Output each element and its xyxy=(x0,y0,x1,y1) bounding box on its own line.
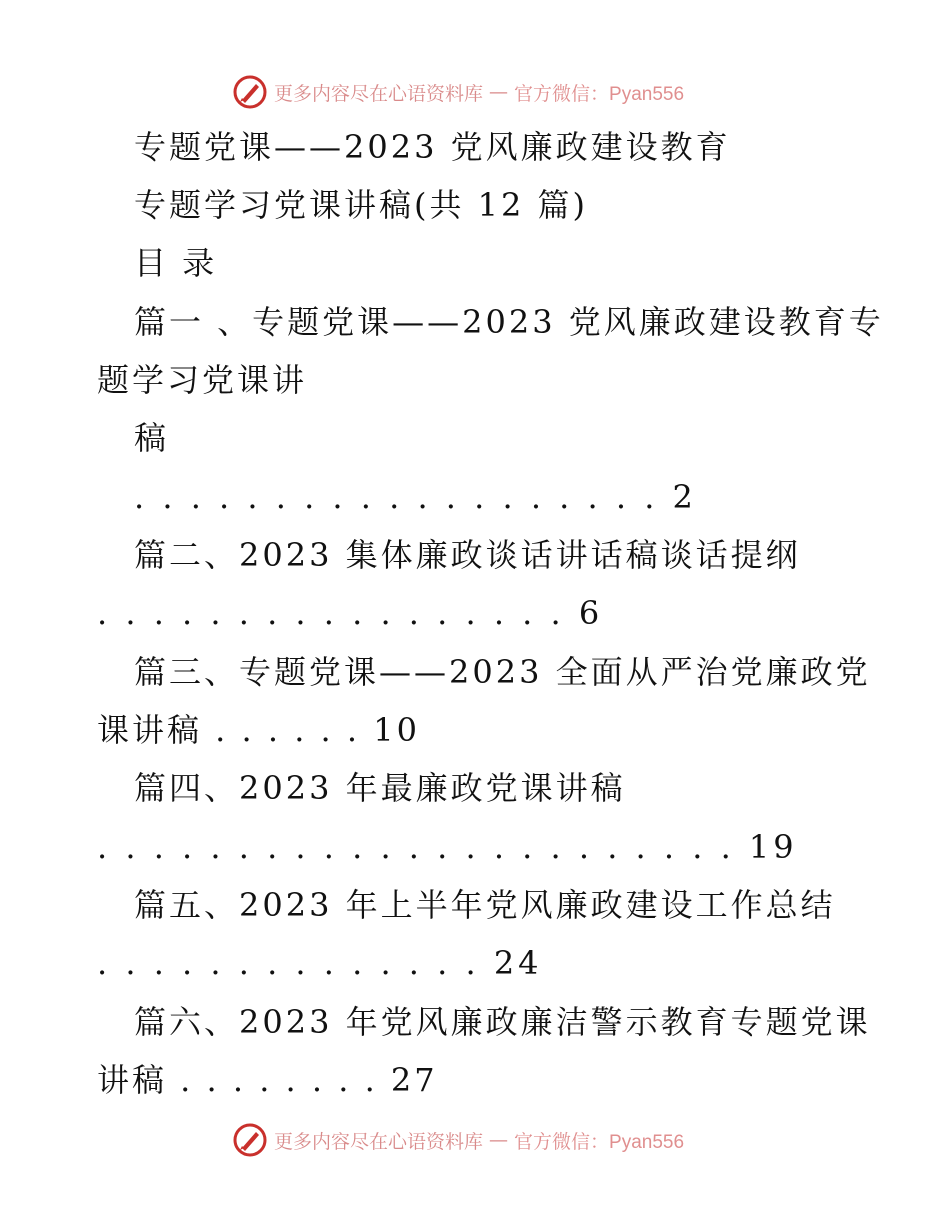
toc-entry-3-line-2: 课讲稿 . . . . . . 10 xyxy=(97,711,420,749)
toc-entry-2-line-1: 篇二、2023 集体廉政谈话讲话稿谈话提纲 xyxy=(134,536,801,574)
toc-entry-3-line-1: 篇三、专题党课——2023 全面从严治党廉政党 xyxy=(134,653,871,691)
toc-entry-6-line-1: 篇六、2023 年党风廉政廉洁警示教育专题党课 xyxy=(134,1003,871,1041)
quill-logo-icon xyxy=(232,1122,268,1158)
toc-entry-5-line-1: 篇五、2023 年上半年党风廉政建设工作总结 xyxy=(134,886,836,924)
banner-dash: — xyxy=(489,81,509,103)
banner-wechat: 官方微信：Pyan556 xyxy=(514,1131,685,1153)
watermark-banner-bottom xyxy=(232,1120,684,1160)
toc-heading: 目 录 xyxy=(134,244,218,282)
doc-title-line1: 专题党课——2023 党风廉政建设教育 xyxy=(134,128,731,166)
doc-title-line2: 专题学习党课讲稿(共 12 篇) xyxy=(134,186,589,224)
toc-entry-5-page: . . . . . . . . . . . . . . 24 xyxy=(97,944,543,982)
toc-entry-1-line-3: 稿 xyxy=(134,419,170,457)
banner-wechat: 官方微信：Pyan556 xyxy=(514,83,685,105)
banner-text: 更多内容尽在心语资料库 xyxy=(274,1130,484,1153)
toc-entry-1-line-1: 篇一 、专题党课——2023 党风廉政建设教育专 xyxy=(134,303,884,341)
banner-dash: — xyxy=(489,1129,509,1151)
toc-entry-1-page: . . . . . . . . . . . . . . . . . . . 2 xyxy=(134,478,697,516)
toc-entry-2-page: . . . . . . . . . . . . . . . . . 6 xyxy=(97,594,604,632)
banner-text: 更多内容尽在心语资料库 xyxy=(274,82,484,105)
watermark-banner-top xyxy=(232,72,684,112)
toc-entry-4-line-1: 篇四、2023 年最廉政党课讲稿 xyxy=(134,769,626,807)
toc-entry-1-line-2: 题学习党课讲 xyxy=(97,361,308,399)
quill-logo-icon xyxy=(232,74,268,110)
toc-entry-4-page: . . . . . . . . . . . . . . . . . . . . . . . 19 xyxy=(97,828,798,866)
toc-entry-6-line-2: 讲稿 . . . . . . . . 27 xyxy=(97,1061,438,1099)
